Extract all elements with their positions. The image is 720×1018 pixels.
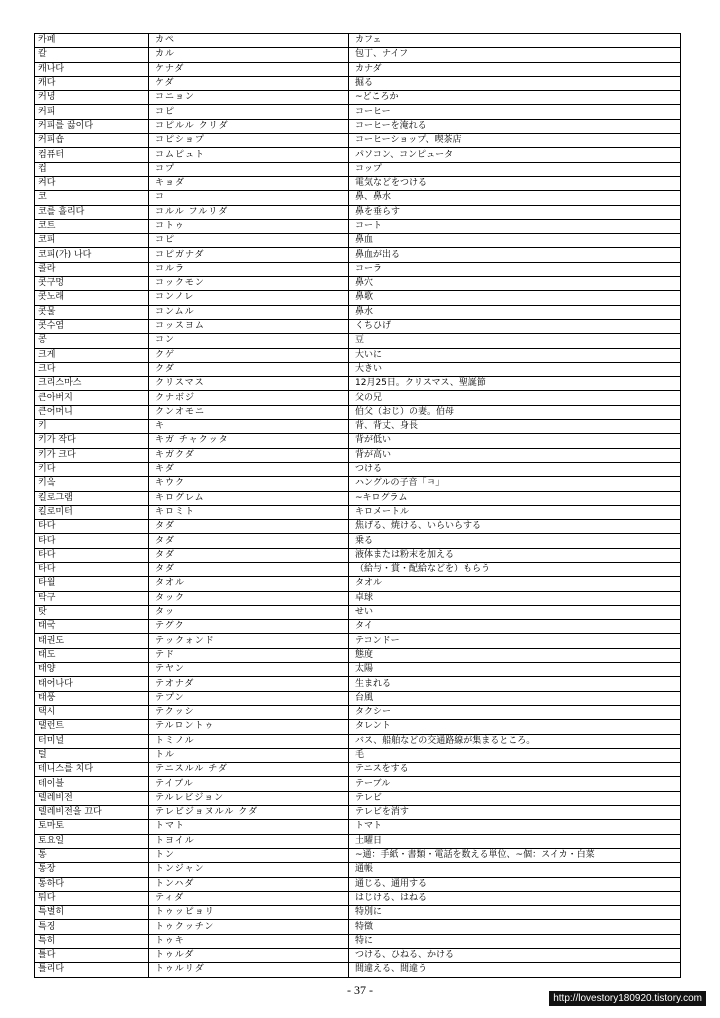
korean-word-cell: 틀리다 [35, 963, 149, 977]
japanese-meaning-cell: キロメートル [349, 505, 681, 519]
katakana-reading-cell: ケナダ [149, 62, 349, 76]
korean-word-cell: 털 [35, 748, 149, 762]
table-row [35, 391, 681, 405]
table-row [35, 462, 681, 476]
table-row [35, 434, 681, 448]
katakana-reading-cell: キガクダ [149, 448, 349, 462]
katakana-reading-cell: キダ [149, 462, 349, 476]
table-row [35, 520, 681, 534]
table-row [35, 748, 681, 762]
table-row [35, 219, 681, 233]
table-row [35, 591, 681, 605]
korean-word-cell: 통하다 [35, 877, 149, 891]
page-number: - 37 - [347, 983, 373, 997]
table-row [35, 648, 681, 662]
table-row [35, 134, 681, 148]
japanese-meaning-cell: 焦げる、焼ける、いらいらする [349, 520, 681, 534]
table-row [35, 91, 681, 105]
japanese-meaning-cell: カフェ [349, 34, 681, 48]
japanese-meaning-cell: 大きい [349, 362, 681, 376]
japanese-meaning-cell: 掘る [349, 76, 681, 90]
korean-word-cell: 크게 [35, 348, 149, 362]
korean-word-cell: 타다 [35, 562, 149, 576]
katakana-reading-cell: コピ [149, 105, 349, 119]
table-row [35, 634, 681, 648]
korean-word-cell: 키 [35, 420, 149, 434]
table-row [35, 734, 681, 748]
japanese-meaning-cell: コーヒー [349, 105, 681, 119]
table-row [35, 691, 681, 705]
korean-word-cell: 터미널 [35, 734, 149, 748]
table-row [35, 934, 681, 948]
table-row [35, 534, 681, 548]
katakana-reading-cell: クダ [149, 362, 349, 376]
katakana-reading-cell: トゥクッチン [149, 920, 349, 934]
katakana-reading-cell: コピルル クリダ [149, 119, 349, 133]
katakana-reading-cell: テイブル [149, 777, 349, 791]
table-row [35, 291, 681, 305]
table-row [35, 477, 681, 491]
japanese-meaning-cell: 特別に [349, 906, 681, 920]
japanese-meaning-cell: 特に [349, 934, 681, 948]
katakana-reading-cell: クリスマス [149, 377, 349, 391]
japanese-meaning-cell: 背が低い [349, 434, 681, 448]
katakana-reading-cell: テクッシ [149, 705, 349, 719]
katakana-reading-cell: コンノレ [149, 291, 349, 305]
katakana-reading-cell: トル [149, 748, 349, 762]
japanese-meaning-cell: 鼻水 [349, 305, 681, 319]
katakana-reading-cell: タオル [149, 577, 349, 591]
japanese-meaning-cell: はじける、はねる [349, 891, 681, 905]
korean-word-cell: 토요일 [35, 834, 149, 848]
korean-word-cell: 태풍 [35, 691, 149, 705]
korean-word-cell: 콧노래 [35, 291, 149, 305]
table-row [35, 949, 681, 963]
japanese-meaning-cell: コーヒーショップ、喫茶店 [349, 134, 681, 148]
watermark-url[interactable]: http://lovestory180920.tistory.com [549, 991, 706, 1006]
katakana-reading-cell: タダ [149, 534, 349, 548]
katakana-reading-cell: コピ [149, 234, 349, 248]
japanese-meaning-cell: コップ [349, 162, 681, 176]
table-row [35, 205, 681, 219]
table-row [35, 305, 681, 319]
korean-word-cell: 테이블 [35, 777, 149, 791]
table-row [35, 963, 681, 977]
korean-word-cell: 킬로미터 [35, 505, 149, 519]
katakana-reading-cell: トゥルダ [149, 949, 349, 963]
table-row [35, 806, 681, 820]
katakana-reading-cell: テレビジョヌルル クダ [149, 806, 349, 820]
japanese-meaning-cell: 12月25日。クリスマス、聖誕節 [349, 377, 681, 391]
table-row [35, 505, 681, 519]
korean-word-cell: 커피를 끓이다 [35, 119, 149, 133]
japanese-meaning-cell: 鼻、鼻水 [349, 191, 681, 205]
katakana-reading-cell: タッ [149, 605, 349, 619]
table-row [35, 720, 681, 734]
japanese-meaning-cell: テーブル [349, 777, 681, 791]
korean-word-cell: 코 [35, 191, 149, 205]
korean-word-cell: 테니스를 치다 [35, 763, 149, 777]
katakana-reading-cell: タック [149, 591, 349, 605]
japanese-meaning-cell: ~キログラム [349, 491, 681, 505]
korean-word-cell: 타다 [35, 534, 149, 548]
table-row [35, 277, 681, 291]
korean-word-cell: 틀다 [35, 949, 149, 963]
korean-word-cell: 코피(가) 나다 [35, 248, 149, 262]
japanese-meaning-cell: 豆 [349, 334, 681, 348]
korean-word-cell: 캐나다 [35, 62, 149, 76]
japanese-meaning-cell: カナダ [349, 62, 681, 76]
japanese-meaning-cell: つける [349, 462, 681, 476]
japanese-meaning-cell: 鼻を垂らす [349, 205, 681, 219]
katakana-reading-cell: キログレム [149, 491, 349, 505]
japanese-meaning-cell: トマト [349, 820, 681, 834]
table-row [35, 34, 681, 48]
korean-word-cell: 특별히 [35, 906, 149, 920]
korean-word-cell: 캐다 [35, 76, 149, 90]
katakana-reading-cell: キウク [149, 477, 349, 491]
korean-word-cell: 콧구멍 [35, 277, 149, 291]
japanese-meaning-cell: 間違える、間違う [349, 963, 681, 977]
table-row [35, 234, 681, 248]
table-row [35, 791, 681, 805]
table-row [35, 863, 681, 877]
korean-word-cell: 카페 [35, 34, 149, 48]
katakana-reading-cell: カル [149, 48, 349, 62]
korean-word-cell: 튀다 [35, 891, 149, 905]
table-row [35, 763, 681, 777]
korean-word-cell: 콧물 [35, 305, 149, 319]
korean-word-cell: 특징 [35, 920, 149, 934]
katakana-reading-cell: トゥルリダ [149, 963, 349, 977]
japanese-meaning-cell: 背、背丈、身長 [349, 420, 681, 434]
korean-word-cell: 큰아버지 [35, 391, 149, 405]
katakana-reading-cell: ケダ [149, 76, 349, 90]
katakana-reading-cell: テックォンド [149, 634, 349, 648]
katakana-reading-cell: トヨイル [149, 834, 349, 848]
korean-word-cell: 크다 [35, 362, 149, 376]
japanese-meaning-cell: ~通：手紙・書類・電話を数える単位、~個：スイカ・白菜 [349, 848, 681, 862]
japanese-meaning-cell: 生まれる [349, 677, 681, 691]
japanese-meaning-cell: パソコン、コンピュータ [349, 148, 681, 162]
japanese-meaning-cell: 鼻血が出る [349, 248, 681, 262]
japanese-meaning-cell: 鼻血 [349, 234, 681, 248]
katakana-reading-cell: クンオモニ [149, 405, 349, 419]
table-row [35, 319, 681, 333]
katakana-reading-cell: コピガナダ [149, 248, 349, 262]
korean-word-cell: 통장 [35, 863, 149, 877]
korean-word-cell: 킬로그램 [35, 491, 149, 505]
japanese-meaning-cell: 通じる、通用する [349, 877, 681, 891]
korean-word-cell: 컵 [35, 162, 149, 176]
japanese-meaning-cell: せい [349, 605, 681, 619]
korean-word-cell: 택시 [35, 705, 149, 719]
japanese-meaning-cell: コーラ [349, 262, 681, 276]
japanese-meaning-cell: つける、ひねる、かける [349, 949, 681, 963]
table-row [35, 405, 681, 419]
katakana-reading-cell: クゲ [149, 348, 349, 362]
table-row [35, 577, 681, 591]
table-row [35, 162, 681, 176]
japanese-meaning-cell: タイ [349, 620, 681, 634]
katakana-reading-cell: トゥッピョリ [149, 906, 349, 920]
katakana-reading-cell: ティダ [149, 891, 349, 905]
japanese-meaning-cell: 台風 [349, 691, 681, 705]
japanese-meaning-cell: 父の兄 [349, 391, 681, 405]
katakana-reading-cell: テオナダ [149, 677, 349, 691]
katakana-reading-cell: タダ [149, 562, 349, 576]
katakana-reading-cell: カペ [149, 34, 349, 48]
katakana-reading-cell: テヤン [149, 663, 349, 677]
japanese-meaning-cell: テレビ [349, 791, 681, 805]
japanese-meaning-cell: 液体または粉末を加える [349, 548, 681, 562]
table-row [35, 105, 681, 119]
japanese-meaning-cell: タオル [349, 577, 681, 591]
katakana-reading-cell: キ [149, 420, 349, 434]
japanese-meaning-cell: （給与・賞・配給などを）もらう [349, 562, 681, 576]
japanese-meaning-cell: 包丁、ナイフ [349, 48, 681, 62]
korean-word-cell: 콩 [35, 334, 149, 348]
table-row [35, 348, 681, 362]
japanese-meaning-cell: 乗る [349, 534, 681, 548]
japanese-meaning-cell: バス、船舶などの交通路線が集まるところ。 [349, 734, 681, 748]
katakana-reading-cell: テルレビジョン [149, 791, 349, 805]
japanese-meaning-cell: くちひげ [349, 319, 681, 333]
japanese-meaning-cell: 毛 [349, 748, 681, 762]
katakana-reading-cell: テプン [149, 691, 349, 705]
korean-word-cell: 큰어머니 [35, 405, 149, 419]
table-row [35, 548, 681, 562]
korean-word-cell: 커피 [35, 105, 149, 119]
korean-word-cell: 칼 [35, 48, 149, 62]
katakana-reading-cell: タダ [149, 520, 349, 534]
katakana-reading-cell: クナボジ [149, 391, 349, 405]
japanese-meaning-cell: 太陽 [349, 663, 681, 677]
korean-word-cell: 코피 [35, 234, 149, 248]
korean-word-cell: 키다 [35, 462, 149, 476]
table-row [35, 262, 681, 276]
korean-word-cell: 타다 [35, 520, 149, 534]
table-row [35, 920, 681, 934]
katakana-reading-cell: コプ [149, 162, 349, 176]
korean-word-cell: 텔레비전 [35, 791, 149, 805]
japanese-meaning-cell: 卓球 [349, 591, 681, 605]
table-row [35, 334, 681, 348]
katakana-reading-cell: キガ チャクッタ [149, 434, 349, 448]
katakana-reading-cell: コムピュト [149, 148, 349, 162]
katakana-reading-cell: コ [149, 191, 349, 205]
table-row [35, 848, 681, 862]
korean-word-cell: 크리스마스 [35, 377, 149, 391]
korean-word-cell: 키가 크다 [35, 448, 149, 462]
japanese-meaning-cell: 特徴 [349, 920, 681, 934]
table-row [35, 906, 681, 920]
korean-word-cell: 콜라 [35, 262, 149, 276]
table-row [35, 248, 681, 262]
japanese-meaning-cell: テレビを消す [349, 806, 681, 820]
japanese-meaning-cell: 態度 [349, 648, 681, 662]
katakana-reading-cell: タダ [149, 548, 349, 562]
table-row [35, 562, 681, 576]
katakana-reading-cell: コピショプ [149, 134, 349, 148]
korean-word-cell: 타다 [35, 548, 149, 562]
katakana-reading-cell: トマト [149, 820, 349, 834]
table-row [35, 834, 681, 848]
katakana-reading-cell: コン [149, 334, 349, 348]
korean-word-cell: 타월 [35, 577, 149, 591]
katakana-reading-cell: コルラ [149, 262, 349, 276]
table-row [35, 705, 681, 719]
table-row [35, 877, 681, 891]
japanese-meaning-cell: 鼻歌 [349, 291, 681, 305]
table-row [35, 605, 681, 619]
korean-word-cell: 토마토 [35, 820, 149, 834]
katakana-reading-cell: コトゥ [149, 219, 349, 233]
korean-word-cell: 태도 [35, 648, 149, 662]
korean-word-cell: 태어나다 [35, 677, 149, 691]
table-row [35, 677, 681, 691]
japanese-meaning-cell: タクシー [349, 705, 681, 719]
table-row [35, 448, 681, 462]
table-row [35, 777, 681, 791]
katakana-reading-cell: トン [149, 848, 349, 862]
korean-word-cell: 코를 흘리다 [35, 205, 149, 219]
table-row [35, 820, 681, 834]
vocabulary-table [34, 33, 681, 978]
japanese-meaning-cell: 通帳 [349, 863, 681, 877]
katakana-reading-cell: コッスヨム [149, 319, 349, 333]
korean-word-cell: 코트 [35, 219, 149, 233]
korean-word-cell: 키읔 [35, 477, 149, 491]
table-row [35, 176, 681, 190]
table-row [35, 119, 681, 133]
japanese-meaning-cell: テコンドー [349, 634, 681, 648]
japanese-meaning-cell: タレント [349, 720, 681, 734]
korean-word-cell: 켜다 [35, 176, 149, 190]
korean-word-cell: 태양 [35, 663, 149, 677]
japanese-meaning-cell: 伯父（おじ）の妻。伯母 [349, 405, 681, 419]
table-row [35, 148, 681, 162]
korean-word-cell: 커녕 [35, 91, 149, 105]
korean-word-cell: 컴퓨터 [35, 148, 149, 162]
vocabulary-table-body [35, 34, 681, 978]
katakana-reading-cell: コニョン [149, 91, 349, 105]
katakana-reading-cell: トミノル [149, 734, 349, 748]
katakana-reading-cell: トンジャン [149, 863, 349, 877]
korean-word-cell: 텔레비전을 끄다 [35, 806, 149, 820]
japanese-meaning-cell: 鼻穴 [349, 277, 681, 291]
korean-word-cell: 커피숍 [35, 134, 149, 148]
katakana-reading-cell: コルル フルリダ [149, 205, 349, 219]
korean-word-cell: 태국 [35, 620, 149, 634]
japanese-meaning-cell: テニスをする [349, 763, 681, 777]
table-row [35, 362, 681, 376]
table-row [35, 191, 681, 205]
japanese-meaning-cell: コーヒーを淹れる [349, 119, 681, 133]
japanese-meaning-cell: コート [349, 219, 681, 233]
korean-word-cell: 특히 [35, 934, 149, 948]
katakana-reading-cell: テグク [149, 620, 349, 634]
japanese-meaning-cell: ~どころか [349, 91, 681, 105]
table-row [35, 891, 681, 905]
table-row [35, 663, 681, 677]
korean-word-cell: 키가 작다 [35, 434, 149, 448]
katakana-reading-cell: テルロントゥ [149, 720, 349, 734]
korean-word-cell: 콧수염 [35, 319, 149, 333]
katakana-reading-cell: トンハダ [149, 877, 349, 891]
korean-word-cell: 탤런트 [35, 720, 149, 734]
katakana-reading-cell: テド [149, 648, 349, 662]
table-row [35, 76, 681, 90]
japanese-meaning-cell: 大いに [349, 348, 681, 362]
katakana-reading-cell: キロミト [149, 505, 349, 519]
korean-word-cell: 통 [35, 848, 149, 862]
table-row [35, 491, 681, 505]
japanese-meaning-cell: 土曜日 [349, 834, 681, 848]
katakana-reading-cell: テニスルル チダ [149, 763, 349, 777]
katakana-reading-cell: トゥキ [149, 934, 349, 948]
japanese-meaning-cell: 背が高い [349, 448, 681, 462]
korean-word-cell: 탁구 [35, 591, 149, 605]
katakana-reading-cell: コックモン [149, 277, 349, 291]
table-row [35, 48, 681, 62]
japanese-meaning-cell: ハングルの子音「ㅋ」 [349, 477, 681, 491]
japanese-meaning-cell: 電気などをつける [349, 176, 681, 190]
katakana-reading-cell: コンムル [149, 305, 349, 319]
katakana-reading-cell: キョダ [149, 176, 349, 190]
table-row [35, 620, 681, 634]
korean-word-cell: 탓 [35, 605, 149, 619]
table-row [35, 420, 681, 434]
table-row [35, 62, 681, 76]
table-row [35, 377, 681, 391]
korean-word-cell: 태권도 [35, 634, 149, 648]
